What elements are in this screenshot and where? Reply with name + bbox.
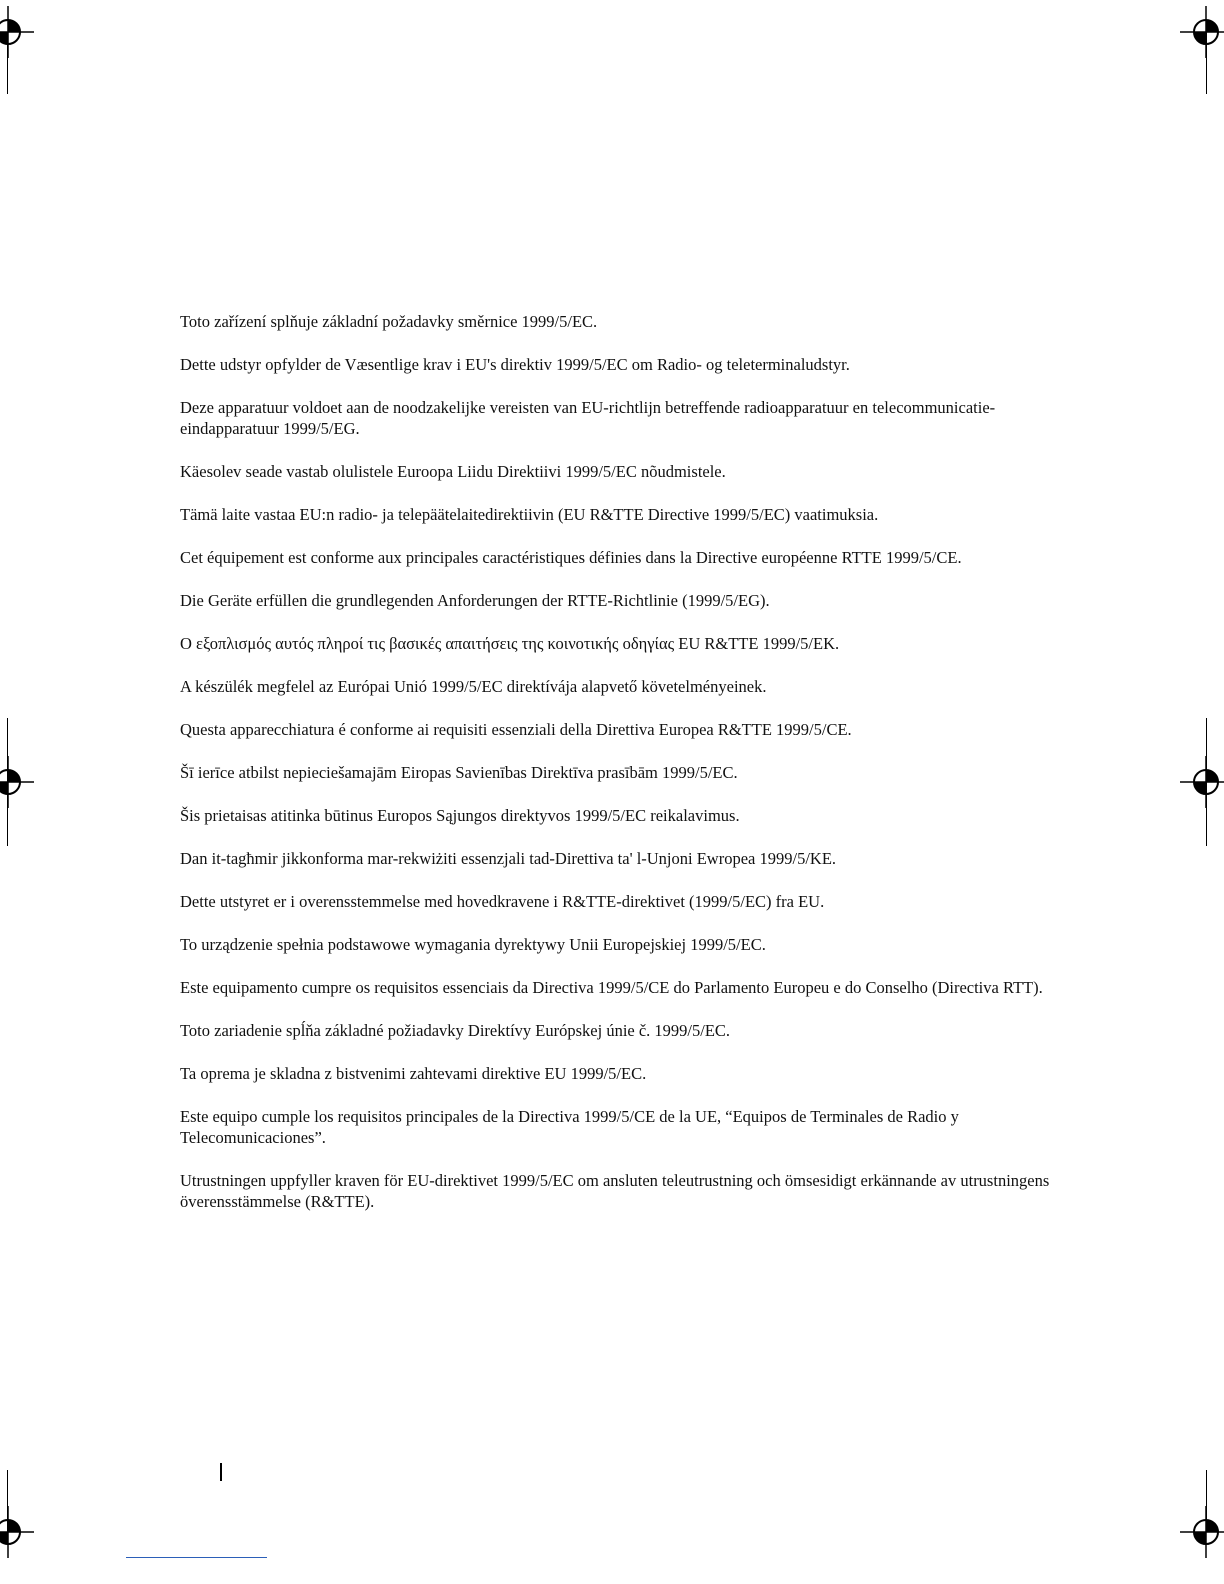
registration-mark-bottom-left-icon	[0, 1506, 34, 1558]
statement-czech: Toto zařízení splňuje základní požadavky směrnice 1999/5/EC.	[180, 312, 598, 331]
statement-lithuanian: Šis prietaisas atitinka būtinus Europos Sąjungos direktyvos 1999/5/EC reikalavimus.	[180, 806, 740, 825]
statement-polish: To urządzenie spełnia podstawowe wymagania dyrektywy Unii Europejskiej 1999/5/EC.	[180, 935, 766, 954]
statement-french: Cet équipement est conforme aux principales caractéristiques définies dans la Directive européenne RTTE 1999/5/CE.	[180, 548, 962, 567]
trim-line-left-bottom	[7, 1470, 8, 1532]
statement-spanish: Este equipo cumple los requisitos principales de la Directiva 1999/5/CE de la UE, “Equipos de Terminales de Radio y Telecomunicaciones”.	[180, 1107, 959, 1147]
statement-slovenian: Ta oprema je skladna z bistvenimi zahtevami direktive EU 1999/5/EC.	[180, 1064, 647, 1083]
statement-latvian: Šī ierīce atbilst nepieciešamajām Eiropas Savienības Direktīva prasībām 1999/5/EC.	[180, 763, 738, 782]
statement-hungarian: A készülék megfelel az Európai Unió 1999/5/EC direktívája alapvető követelményeinek.	[180, 677, 767, 696]
registration-mark-top-right-icon	[1180, 6, 1224, 58]
statement-german: Die Geräte erfüllen die grundlegenden Anforderungen der RTTE-Richtlinie (1999/5/EG).	[180, 591, 770, 610]
trim-line-left-top	[7, 32, 8, 94]
statement-danish: Dette udstyr opfylder de Væsentlige krav i EU's direktiv 1999/5/EC om Radio- og teleterminaludstyr.	[180, 355, 850, 374]
statement-portuguese: Este equipamento cumpre os requisitos essenciais da Directiva 1999/5/CE do Parlamento Europeu e do Conselho (Directiva RTT).	[180, 978, 1043, 997]
statement-slovak: Toto zariadenie spĺňa základné požiadavky Direktívy Európskej únie č. 1999/5/EC.	[180, 1021, 731, 1040]
trim-line-right-bottom	[1206, 1470, 1207, 1532]
statement-estonian: Käesolev seade vastab olulistele Euroopa Liidu Direktiivi 1999/5/EC nõudmistele.	[180, 462, 726, 481]
registration-mark-top-left-icon	[0, 6, 34, 58]
statement-swedish: Utrustningen uppfyller kraven för EU-direktivet 1999/5/EC om ansluten teleutrustning och ömsesidigt erkännande av utrustningens överensstämmelse (R&TTE).	[180, 1171, 1050, 1211]
statement-italian: Questa apparecchiatura é conforme ai requisiti essenziali della Direttiva Europea R&TTE 1999/5/CE.	[180, 720, 852, 739]
trim-line-right-top	[1206, 32, 1207, 94]
footer-rule	[126, 1557, 267, 1558]
compliance-statements	[180, 311, 1060, 1234]
registration-mark-middle-left-icon	[0, 756, 34, 808]
page-number-bar	[220, 1463, 222, 1481]
statement-dutch: Deze apparatuur voldoet aan de noodzakelijke vereisten van EU-richtlijn betreffende radioapparatuur en telecommunicatie-eindapparatuur 1999/5/EG.	[180, 398, 996, 438]
statement-finnish: Tämä laite vastaa EU:n radio- ja telepäätelaitedirektiivin (EU R&TTE Directive 1999/5/EC) vaatimuksia.	[180, 505, 879, 524]
trim-line-left-middle	[7, 718, 8, 846]
statement-greek: Ο εξοπλισμός αυτός πληροί τις βασικές απαιτήσεις της κοινοτικής οδηγίας EU R&TTE 1999/5/EK.	[180, 634, 840, 653]
statement-norwegian: Dette utstyret er i overensstemmelse med hovedkravene i R&TTE-direktivet (1999/5/EC) fra EU.	[180, 892, 825, 911]
trim-line-right-middle	[1206, 718, 1207, 846]
statement-maltese: Dan it-tagħmir jikkonforma mar-rekwiżiti essenzjali tad-Direttiva ta' l-Unjoni Ewropea 1999/5/KE.	[180, 849, 837, 868]
registration-mark-bottom-right-icon	[1180, 1506, 1224, 1558]
registration-mark-middle-right-icon	[1180, 756, 1224, 808]
